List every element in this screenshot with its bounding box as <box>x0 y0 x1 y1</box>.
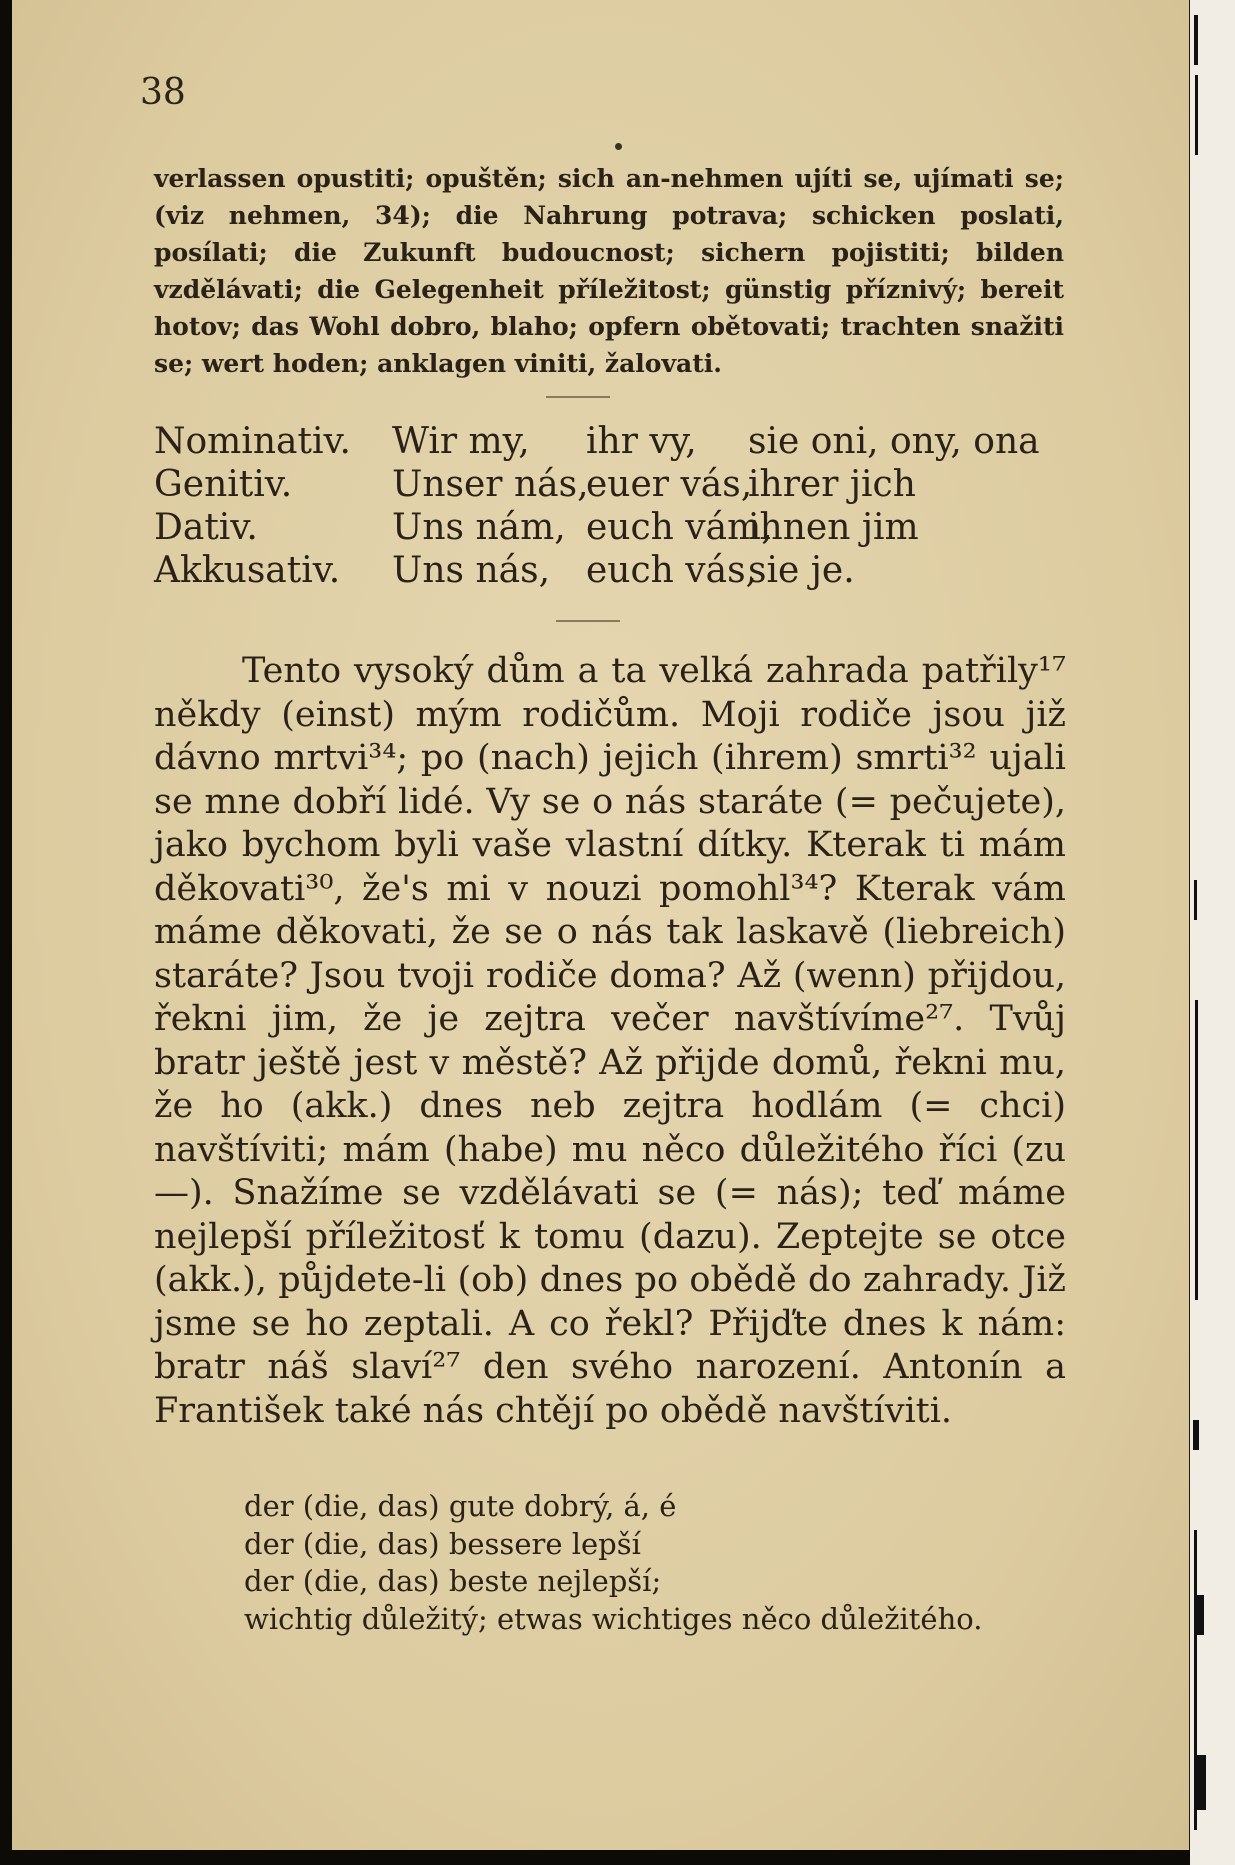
scan-margin <box>1190 0 1235 1865</box>
third-person-form: ihnen jim <box>748 507 919 548</box>
ink-dot <box>615 143 622 150</box>
separator-rule <box>546 396 610 398</box>
book-page <box>12 0 1192 1850</box>
third-person-form: sie oni, ony, ona <box>748 421 1040 462</box>
second-person-form: euch vás, <box>586 550 757 591</box>
first-person-form: Unser nás, <box>392 464 589 505</box>
third-person-form: ihrer jich <box>748 464 916 505</box>
edge-mark <box>1195 75 1198 155</box>
note-line: wichtig důležitý; etwas wichtiges něco důležitého. <box>244 1601 983 1636</box>
edge-mark <box>1196 1595 1204 1635</box>
second-person-form: euch vám, <box>586 507 773 548</box>
case-label: Genitiv. <box>154 464 293 505</box>
edge-mark <box>1195 1000 1198 1300</box>
edge-mark <box>1193 1420 1199 1450</box>
case-label: Nominativ. <box>154 421 351 462</box>
note-line: der (die, das) bessere lepší <box>244 1526 641 1561</box>
second-person-form: euer vás, <box>586 464 753 505</box>
separator-rule <box>556 620 620 622</box>
third-person-form: sie je. <box>748 550 855 591</box>
edge-mark <box>1194 15 1198 65</box>
second-person-form: ihr vy, <box>586 421 697 462</box>
first-person-form: Uns nám, <box>392 507 566 548</box>
case-label: Akkusativ. <box>154 550 341 591</box>
first-person-form: Wir my, <box>392 421 530 462</box>
vocabulary-paragraph: verlassen opustiti; opuštěn; sich an-nehmen ujíti se, ujímati se; (viz nehmen, 34); die Nahrung potrava; schicken poslati, posílati; die Zukunft budoucnost; sichern pojistiti; bilden vzdělávati; die Gelegenheit příležitost; günstig příznivý; bereit hotov; das Wohl dobro, blaho; opfern obětovati; trachten snažiti se; wert hoden; anklagen viniti, žalovati. <box>154 164 1064 378</box>
first-person-form: Uns nás, <box>392 550 551 591</box>
edge-mark <box>1196 1755 1206 1810</box>
page-number: 38 <box>140 72 186 113</box>
notes-list <box>244 1488 982 1638</box>
note-line: der (die, das) gute dobrý, á, é <box>244 1489 677 1523</box>
note-line: der (die, das) beste nejlepší; <box>244 1564 662 1598</box>
edge-mark <box>1194 880 1197 920</box>
case-label: Dativ. <box>154 507 258 548</box>
exercise-paragraph: Tento vysoký dům a ta velká zahrada patřily¹⁷ někdy (einst) mým rodičům. Moji rodiče jsou již dávno mrtvi³⁴; po (nach) jejich (ihrem) smrti³² ujali se mne dobří lidé. Vy se o nás staráte (= pečujete), jako bychom byli vaše vlastní dítky. Kterak ti mám děkovati³⁰, že's mi v nouzi pomohl³⁴? Kterak vám máme děkovati, že se o nás tak laskavě (liebreich) staráte? Jsou tvoji rodiče doma? Až (wenn) přijdou, řekni jim, že je zejtra večer navštívíme²⁷. Tvůj bratr ještě jest v městě? Až přijde domů, řekni mu, že ho (akk.) dnes neb zejtra hodlám (= chci) navštíviti; mám (habe) mu něco důležitého říci (zu—). Snažíme se vzdělávati se (= nás); teď máme nejlepší příležitosť k tomu (dazu). Zeptejte se otce (akk.), půjdete-li (ob) dnes po obědě do zahrady. Již jsme se ho zeptali. A co řekl? Přijďte dnes k nám: bratr náš slaví²⁷ den svého narození. Antonín a František také nás chtějí po obědě navštíviti. <box>154 651 1066 1431</box>
